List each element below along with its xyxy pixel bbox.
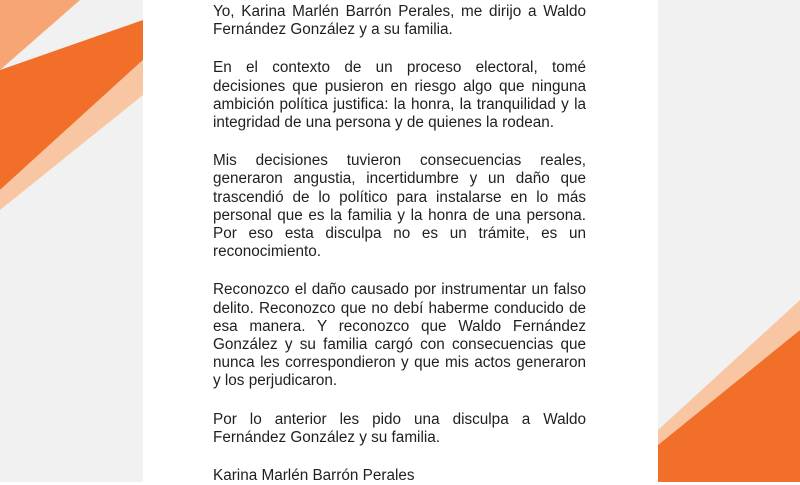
left-orange-stripes [0,0,143,482]
paragraph-5: Por lo anterior les pido una disculpa a Waldo Fernández González y su familia. [213,410,586,446]
apology-letter [213,3,586,485]
paragraph-2: En el contexto de un proceso electoral, tomé decisiones que pusieron en riesgo algo que ninguna ambición política justifica: la honra, la tranquilidad y la integridad de una persona y de quienes la rodean. [213,59,586,132]
left-decorative-panel [0,0,143,482]
paragraph-3: Mis decisiones tuvieron consecuencias reales, generaron angustia, incertidumbre y un daño que trascendió de lo político para instalarse en lo más personal que es la familia y la honra de una persona. Por eso esta disculpa no es un trámite, es un reconocimiento. [213,152,586,261]
right-orange-stripes [658,0,800,482]
paragraph-4: Reconozco el daño causado por instrumentar un falso delito. Reconozco que no debí haberme conducido de esa manera. Y reconozco que Waldo Fernández González y su familia cargó con consecuencias que nunca les correspondieron y que mis actos generaron y los perjudicaron. [213,281,586,390]
right-decorative-panel [658,0,800,482]
paragraph-1: Yo, Karina Marlén Barrón Perales, me dirijo a Waldo Fernández González y a su familia. [213,3,586,39]
signature-name: Karina Marlén Barrón Perales [213,467,415,485]
letter-page [143,0,658,485]
